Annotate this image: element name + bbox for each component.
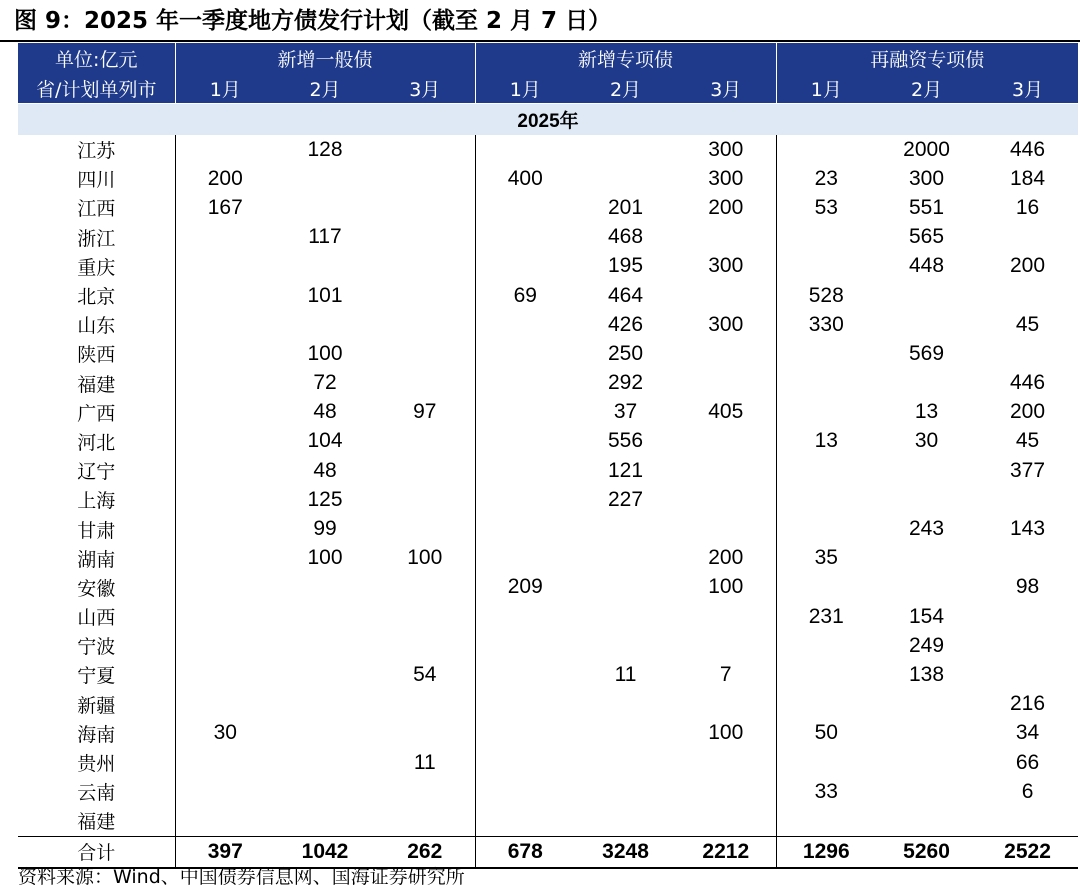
value-cell (375, 223, 475, 252)
value-cell: 231 (776, 602, 876, 631)
province-cell: 海南 (18, 719, 175, 748)
value-cell (876, 544, 977, 573)
value-cell: 216 (1010, 692, 1046, 716)
value-cell: 2212 (676, 836, 776, 868)
value-cell: 101 (307, 283, 343, 307)
value-cell (776, 631, 876, 660)
value-cell (475, 310, 575, 339)
province-cell: 福建 (18, 369, 175, 398)
value-cell (776, 573, 876, 602)
value-cell (676, 485, 776, 514)
province-cell: 安徽 (18, 573, 175, 602)
province-cell: 广西 (18, 398, 175, 427)
table-row (18, 748, 1078, 777)
value-cell: 11 (614, 662, 637, 686)
value-cell (475, 339, 575, 368)
value-cell (375, 193, 475, 222)
value-cell (375, 456, 475, 485)
value-cell: 37 (613, 400, 638, 424)
value-cell: 33 (776, 777, 876, 806)
value-cell (977, 631, 1078, 660)
table-row (18, 660, 1078, 689)
value-cell: 426 (607, 312, 644, 336)
province-cell: 甘肃 (18, 514, 175, 543)
value-cell (175, 456, 275, 485)
value-cell (475, 748, 575, 777)
value-cell (175, 806, 275, 836)
province-cell: 重庆 (18, 252, 175, 281)
province-cell: 新疆 (18, 690, 175, 719)
value-cell (275, 573, 375, 602)
value-cell (575, 164, 676, 193)
value-cell: 300 (708, 254, 744, 278)
value-cell: 69 (475, 281, 575, 310)
value-cell (776, 690, 876, 719)
table-row (18, 252, 1078, 281)
value-cell (876, 456, 977, 485)
value-cell: 128 (307, 137, 343, 161)
table-row (18, 164, 1078, 193)
value-cell (676, 748, 776, 777)
value-cell: 249 (909, 633, 945, 657)
value-cell (375, 514, 475, 543)
value-cell: 195 (607, 254, 644, 278)
province-cell: 山东 (18, 310, 175, 339)
value-cell (175, 369, 275, 398)
table-row (18, 806, 1078, 836)
table-row (18, 398, 1078, 427)
value-cell: 3248 (575, 836, 676, 868)
value-cell (676, 223, 776, 252)
value-cell: 98 (1015, 575, 1040, 599)
table-row (18, 223, 1078, 252)
value-cell (676, 339, 776, 368)
value-cell (375, 339, 475, 368)
value-cell (977, 806, 1078, 836)
value-cell (776, 252, 876, 281)
value-cell: 464 (607, 283, 644, 307)
value-cell: 104 (307, 429, 343, 453)
value-cell (676, 456, 776, 485)
value-cell: 569 (909, 341, 945, 365)
value-cell (475, 660, 575, 689)
province-cell: 宁波 (18, 631, 175, 660)
value-cell: 6 (1021, 779, 1034, 803)
value-cell (575, 631, 676, 660)
value-cell (275, 164, 375, 193)
value-cell (375, 631, 475, 660)
value-cell: 2000 (903, 137, 950, 161)
value-cell (175, 660, 275, 689)
value-cell (475, 369, 575, 398)
value-cell (375, 252, 475, 281)
value-cell (475, 485, 575, 514)
value-cell (375, 690, 475, 719)
province-cell: 四川 (18, 164, 175, 193)
value-cell (575, 514, 676, 543)
province-cell: 贵州 (18, 748, 175, 777)
value-cell (575, 777, 676, 806)
value-cell (175, 223, 275, 252)
table-row (18, 310, 1078, 339)
value-cell: 551 (909, 195, 945, 219)
table-row (18, 602, 1078, 631)
value-cell: 448 (909, 254, 945, 278)
value-cell (375, 777, 475, 806)
issuance-plan-table (18, 43, 1078, 869)
value-cell: 30 (914, 429, 939, 453)
value-cell: 97 (413, 400, 437, 424)
month-header: 2月 (575, 74, 676, 104)
value-cell: 72 (313, 371, 337, 395)
province-cell: 上海 (18, 485, 175, 514)
value-cell: 100 (407, 546, 443, 570)
value-cell (175, 602, 275, 631)
value-cell (375, 573, 475, 602)
value-cell: 446 (1010, 137, 1046, 161)
value-cell: 292 (607, 371, 644, 395)
value-cell (275, 719, 375, 748)
value-cell: 100 (708, 575, 744, 599)
value-cell (876, 719, 977, 748)
value-cell (175, 777, 275, 806)
value-cell: 117 (308, 225, 342, 249)
value-cell: 45 (1015, 312, 1040, 336)
value-cell (977, 544, 1078, 573)
value-cell: 446 (1010, 371, 1046, 395)
title-rule (0, 40, 1080, 42)
value-cell (175, 631, 275, 660)
value-cell: 100 (307, 546, 343, 570)
value-cell (375, 485, 475, 514)
province-cell: 北京 (18, 281, 175, 310)
value-cell (977, 660, 1078, 689)
value-cell: 53 (776, 193, 876, 222)
value-cell (977, 485, 1078, 514)
value-cell (375, 602, 475, 631)
province-cell: 山西 (18, 602, 175, 631)
value-cell: 243 (909, 517, 945, 541)
value-cell: 143 (1010, 517, 1046, 541)
value-cell (876, 573, 977, 602)
value-cell: 405 (708, 400, 744, 424)
table-row (18, 690, 1078, 719)
province-cell: 辽宁 (18, 456, 175, 485)
month-header: 3月 (375, 74, 475, 104)
value-cell: 54 (413, 662, 437, 686)
value-cell (375, 281, 475, 310)
table-row (18, 573, 1078, 602)
value-cell (175, 339, 275, 368)
table-row (18, 369, 1078, 398)
value-cell (275, 602, 375, 631)
value-cell (475, 690, 575, 719)
value-cell: 200 (1010, 254, 1046, 278)
value-cell: 330 (776, 310, 876, 339)
value-cell (575, 748, 676, 777)
value-cell: 184 (1010, 166, 1046, 190)
value-cell: 121 (607, 458, 644, 482)
value-cell: 300 (708, 166, 744, 190)
value-cell: 300 (708, 137, 744, 161)
value-cell: 66 (1015, 750, 1040, 774)
province-cell: 湖南 (18, 544, 175, 573)
province-cell: 合计 (18, 836, 175, 868)
value-cell (375, 427, 475, 456)
value-cell: 13 (914, 400, 939, 424)
value-cell: 125 (307, 487, 343, 511)
value-cell (475, 777, 575, 806)
value-cell (175, 485, 275, 514)
table-body (18, 135, 1078, 836)
value-cell (275, 690, 375, 719)
value-cell (175, 281, 275, 310)
value-cell: 48 (313, 400, 337, 424)
value-cell (977, 602, 1078, 631)
value-cell (475, 631, 575, 660)
value-cell: 300 (909, 166, 945, 190)
group-header-new-general: 新增一般债 (175, 43, 475, 74)
value-cell: 5260 (876, 836, 977, 868)
value-cell (575, 719, 676, 748)
value-cell (275, 777, 375, 806)
corner-province: 省/计划单列市 (18, 74, 175, 104)
value-cell: 528 (776, 281, 876, 310)
month-header: 1月 (776, 74, 876, 104)
value-cell: 154 (909, 604, 945, 628)
value-cell (676, 806, 776, 836)
province-cell: 浙江 (18, 223, 175, 252)
value-cell (175, 135, 275, 164)
value-cell (475, 602, 575, 631)
table-row (18, 544, 1078, 573)
value-cell (876, 748, 977, 777)
corner-unit: 单位:亿元 (18, 43, 175, 74)
value-cell: 13 (776, 427, 876, 456)
table-row (18, 514, 1078, 543)
value-cell (676, 777, 776, 806)
value-cell (876, 369, 977, 398)
value-cell (776, 456, 876, 485)
value-cell: 262 (375, 836, 475, 868)
value-cell (676, 281, 776, 310)
month-header: 1月 (175, 74, 275, 104)
province-cell: 云南 (18, 777, 175, 806)
value-cell (575, 602, 676, 631)
value-cell (876, 777, 977, 806)
source-note: 资料来源：Wind、中国债券信息网、国海证券研究所 (18, 866, 465, 888)
table-row (18, 777, 1078, 806)
value-cell (275, 252, 375, 281)
value-cell (676, 690, 776, 719)
value-cell: 377 (1010, 458, 1046, 482)
table-row (18, 135, 1078, 164)
value-cell (876, 806, 977, 836)
value-cell (776, 135, 876, 164)
value-cell: 397 (175, 836, 275, 868)
table-row (18, 427, 1078, 456)
value-cell (876, 485, 977, 514)
value-cell (575, 806, 676, 836)
value-cell: 1042 (275, 836, 375, 868)
table-row (18, 485, 1078, 514)
table-row (18, 193, 1078, 222)
value-cell (876, 690, 977, 719)
value-cell: 167 (207, 195, 243, 219)
table-row (18, 456, 1078, 485)
table-row (18, 339, 1078, 368)
value-cell: 201 (607, 195, 644, 219)
province-cell: 陕西 (18, 339, 175, 368)
value-cell (375, 806, 475, 836)
table-row (18, 281, 1078, 310)
year-band: 2025年 (18, 104, 1078, 136)
value-cell (776, 514, 876, 543)
value-cell (175, 398, 275, 427)
value-cell (776, 748, 876, 777)
value-cell (575, 135, 676, 164)
province-cell: 江西 (18, 193, 175, 222)
month-header: 2月 (876, 74, 977, 104)
value-cell: 16 (1015, 195, 1040, 219)
value-cell (575, 573, 676, 602)
value-cell: 556 (607, 429, 644, 453)
value-cell (876, 310, 977, 339)
value-cell: 227 (607, 487, 644, 511)
value-cell (676, 631, 776, 660)
figure-title: 图 9：2025 年一季度地方债发行计划（截至 2 月 7 日） (14, 8, 612, 34)
value-cell (275, 660, 375, 689)
value-cell: 100 (708, 721, 744, 745)
value-cell (475, 456, 575, 485)
value-cell (275, 193, 375, 222)
value-cell (776, 339, 876, 368)
value-cell: 200 (207, 166, 243, 190)
value-cell (175, 544, 275, 573)
value-cell: 468 (607, 225, 644, 249)
value-cell (475, 514, 575, 543)
value-cell (475, 398, 575, 427)
value-cell (475, 193, 575, 222)
value-cell (776, 660, 876, 689)
value-cell (575, 544, 676, 573)
value-cell (375, 369, 475, 398)
value-cell (475, 427, 575, 456)
value-cell (776, 398, 876, 427)
value-cell (175, 310, 275, 339)
value-cell (375, 135, 475, 164)
province-cell: 河北 (18, 427, 175, 456)
table-row (18, 631, 1078, 660)
value-cell (475, 719, 575, 748)
value-cell (175, 514, 275, 543)
value-cell: 250 (607, 341, 644, 365)
value-cell: 100 (307, 341, 343, 365)
value-cell (175, 748, 275, 777)
value-cell: 300 (708, 312, 744, 336)
value-cell (676, 369, 776, 398)
value-cell (977, 223, 1078, 252)
value-cell (475, 135, 575, 164)
group-header-refinancing-special: 再融资专项债 (776, 43, 1078, 74)
province-cell: 江苏 (18, 135, 175, 164)
value-cell (776, 806, 876, 836)
province-cell: 宁夏 (18, 660, 175, 689)
value-cell (475, 223, 575, 252)
value-cell: 48 (313, 458, 337, 482)
value-cell: 99 (313, 517, 337, 541)
value-cell (275, 310, 375, 339)
value-cell: 209 (475, 573, 575, 602)
value-cell: 34 (1015, 721, 1040, 745)
value-cell: 50 (776, 719, 876, 748)
value-cell: 45 (1015, 429, 1040, 453)
value-cell: 400 (475, 164, 575, 193)
month-header: 1月 (475, 74, 575, 104)
value-cell: 200 (708, 195, 744, 219)
value-cell: 565 (909, 225, 945, 249)
value-cell: 200 (1010, 400, 1046, 424)
value-cell: 678 (475, 836, 575, 868)
value-cell (275, 806, 375, 836)
value-cell: 7 (719, 662, 732, 686)
province-cell: 福建 (18, 806, 175, 836)
table-row (18, 719, 1078, 748)
value-cell (175, 690, 275, 719)
value-cell (676, 427, 776, 456)
value-cell: 2522 (977, 836, 1078, 868)
value-cell (275, 748, 375, 777)
value-cell (175, 573, 275, 602)
value-cell (575, 690, 676, 719)
month-header: 2月 (275, 74, 375, 104)
value-cell (475, 252, 575, 281)
value-cell (676, 602, 776, 631)
value-cell (676, 514, 776, 543)
value-cell: 23 (776, 164, 876, 193)
value-cell (275, 631, 375, 660)
month-header: 3月 (977, 74, 1078, 104)
value-cell (475, 806, 575, 836)
value-cell (375, 164, 475, 193)
value-cell (175, 252, 275, 281)
value-cell: 138 (909, 662, 945, 686)
value-cell (475, 544, 575, 573)
value-cell (375, 310, 475, 339)
value-cell: 11 (413, 750, 436, 774)
value-cell: 1296 (776, 836, 876, 868)
value-cell (776, 485, 876, 514)
value-cell (977, 339, 1078, 368)
value-cell (776, 369, 876, 398)
month-header: 3月 (676, 74, 776, 104)
value-cell (175, 427, 275, 456)
value-cell (776, 223, 876, 252)
value-cell: 35 (776, 544, 876, 573)
value-cell (375, 719, 475, 748)
value-cell: 200 (708, 546, 744, 570)
value-cell (977, 281, 1078, 310)
group-header-new-special: 新增专项债 (475, 43, 776, 74)
value-cell: 30 (213, 721, 237, 745)
value-cell (876, 281, 977, 310)
